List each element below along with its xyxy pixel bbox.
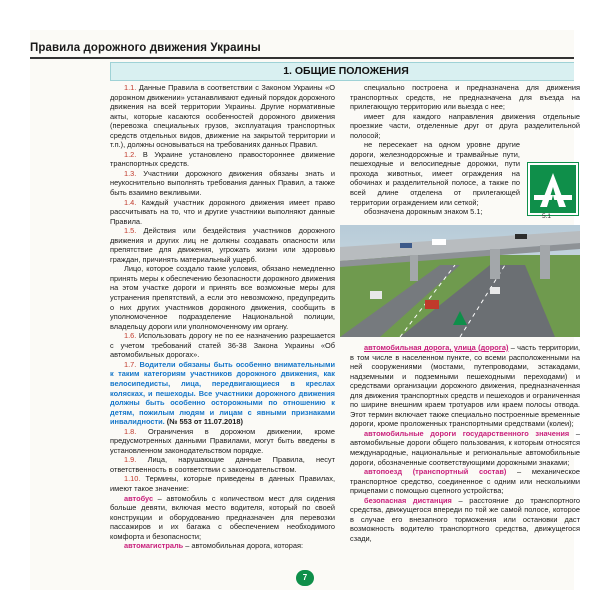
motorway-overpass-illustration	[340, 225, 580, 337]
paragraph-1-3: 1.3. Участники дорожного движения обязаны знать и неукоснительно выполнять требования данных Правил, а также быть взаимно вежливыми.	[110, 168, 335, 198]
book-title: Правила дорожного движения Украины	[30, 42, 261, 54]
term-road: автомобильная дорога, улица (дорога) – часть территории, в том числе в населенном пункте, со всеми расположенными на ней сооружениями (мостами, путепроводами, эстакадами, надземными и подземными пешеходными переходами) и средствами организации дорожного движения, предназначенная для движения транспортных средств и пешеходов и ограниченная по ширине внешним краем тротуаров или краем полосы отвода. Этот термин включает также специально построенные временные дороги, кроме проложенных транспортными средствами (колеи);	[350, 343, 580, 429]
motorway-sign-icon	[528, 163, 578, 215]
term-bus: автобус – автомобиль с количеством мест для сидения больше девяти, включая место водителя, который по своей конструкции и оборудованию предназначен для перевозки пассажиров и их багажа с обеспечением необходимого комфорта и безопасности;	[110, 493, 335, 541]
paragraph-1-5-b: Лицо, которое создало такие условия, обязано немедленно принять меры к обеспечению безопасности дорожного движения на этом участке дороги и принять все возможные меры для устранения препятствий, а если это невозможно, предупредить о них других участников дорожного движения, сообщить в уполномоченное подразделение Национальной полиции, владельцу дороги или уполномоченному им органу.	[110, 264, 335, 331]
motorway-clause-4: обозначена дорожным знаком 5.1;	[364, 207, 483, 217]
term-motorway: автомагистраль – автомобильная дорога, которая:	[124, 541, 304, 551]
term-safe-distance: безопасная дистанция – расстояние до транспортного средства, движущегося впереди по той же самой полосе, которое в случае его внезапного торможения или остановки даст возможность водителю транспортного средства, движущегося сзади,	[350, 495, 580, 543]
term-state-roads: автомобильные дороги государственного значения – автомобильные дороги общего пользования, к которым относятся международные, национальные и региональные автомобильные дороги, обозначенные соответствующими дорожными знаками;	[350, 428, 580, 467]
paragraph-1-2: 1.2. В Украине установлено правостороннее движение транспортных средств.	[110, 149, 335, 169]
sign-label: 5.1	[542, 213, 552, 220]
paragraph-1-6: 1.6. Использовать дорогу не по ее назначению разрешается с учетом требований статей 36-38 Закона Украины «Об автомобильных дорогах».	[110, 331, 335, 360]
page-number: 7	[296, 570, 314, 586]
term-road-train: автопоезд (транспортный состав) – механическое транспортное средство, соединенное с одним или несколькими прицепами с помощью сцепного устройства;	[350, 467, 580, 496]
motorway-sign-graphic	[530, 165, 576, 213]
paragraph-1-10: 1.10. Термины, которые приведены в данных Правилах, имеют такое значение:	[110, 474, 335, 493]
motorway-clause-1: специально построена и предназначена для движения транспортных средств, не предназначена для въезда на прилегающую территорию или выезда с нее;	[350, 83, 580, 112]
paragraph-1-5: 1.5. Действия или бездействия участников дорожного движения и других лиц не должны создавать опасности или препятствие для движения, угрожать жизни или здоровью граждан, причинять материальный ущерб.	[110, 226, 335, 264]
paragraph-1-7: 1.7. Водители обязаны быть особенно внимательными к таким категориям участников дорожного движения, как велосипедисты, лица, передвигающиеся в креслах колясках, и пешеходы. Все участники дорожного движения должны быть особенно осторожными по отношению к детям, пожилым людям и лицам с явными признаками инвалидности. (№ 553 от 11.07.2018)	[110, 359, 335, 427]
right-column-bottom	[350, 343, 580, 543]
title-rule	[30, 57, 574, 59]
motorway-clause-3: не пересекает на одном уровне другие дороги, железнодорожные и трамвайные пути, пешеходные и велосипедные дорожки, пути прохода животных, имеет ограждения на обочинах и разделительной полосе, а также по всей длине отделена от прилегающей территории ограждением или сеткой;	[350, 140, 520, 207]
paragraph-1-8: 1.8. Ограничения в дорожном движении, кроме предусмотренных данными Правилами, могут быть введены в установленном законодательством порядке.	[110, 426, 335, 455]
motorway-clause-2: имеет для каждого направления движения отдельные проезжие части, отделенные друг от друга разделительной полосой;	[350, 111, 580, 140]
paragraph-1-1: 1.1. Данные Правила в соответствии с Законом Украины «О дорожном движении» устанавливают единый порядок дорожного движения на всей территории Украины. Другие нормативные акты, которые касаются особенностей дорожного движения (перевозка специальных грузов, эксплуатация транспортных средств отдельных видов, движение на закрытой территории и т.п.), должны основываться на требованиях данных Правил.	[110, 83, 335, 150]
left-column	[110, 83, 335, 551]
motorway-illustration-graphic	[340, 225, 580, 337]
paragraph-1-9: 1.9. Лица, нарушающие данные Правила, несут ответственность в соответствии с законодательством.	[110, 455, 335, 474]
section-title: 1. ОБЩИЕ ПОЛОЖЕНИЯ	[110, 62, 574, 81]
paragraph-1-4: 1.4. Каждый участник дорожного движения имеет право рассчитывать на то, что и другие участники выполняют данные Правила.	[110, 197, 335, 226]
